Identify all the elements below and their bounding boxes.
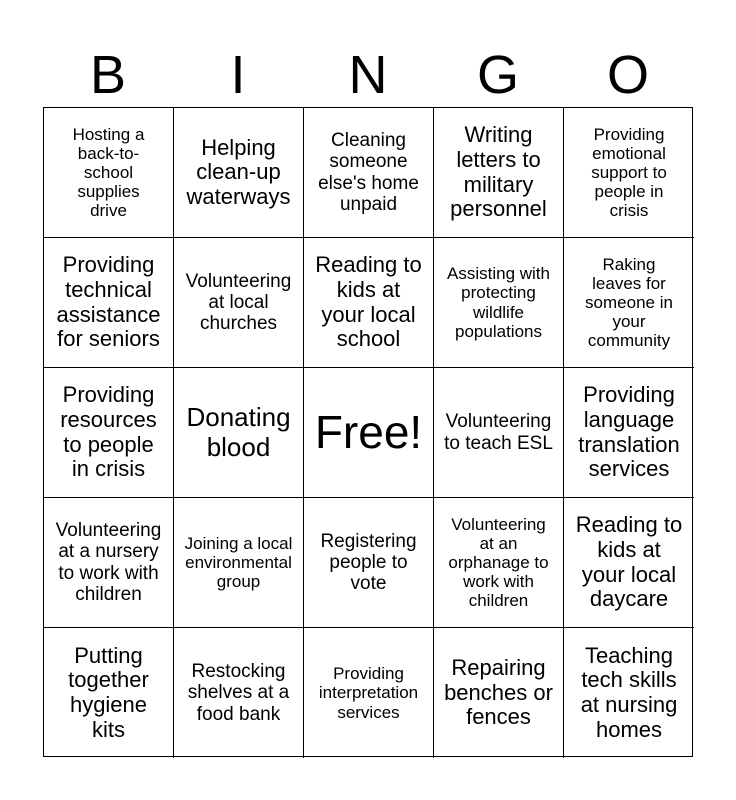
bingo-cell[interactable] [304,498,434,628]
bingo-cell-text: Writing letters to military personnel [450,122,547,222]
bingo-cell-text: Providing interpretation services [318,664,419,722]
bingo-cell[interactable] [174,108,304,238]
bingo-cell[interactable] [304,628,434,758]
bingo-cell-text: Cleaning someone else's home unpaid [318,129,419,215]
bingo-cell-text: Volunteering at local churches [185,270,292,335]
bingo-cell-text: Registering people to vote [320,530,417,595]
bingo-cell-text: Restocking shelves at a food bank [187,661,290,725]
bingo-cell-text: Providing technical assistance for seniors [56,252,161,352]
bingo-cell[interactable] [564,628,694,758]
bingo-cell-text: Providing language translation services [578,382,680,482]
bingo-cell-text: Joining a local environmental group [184,533,293,592]
bingo-cell[interactable] [434,238,564,368]
bingo-cell-text: Volunteering to teach ESL [444,411,553,454]
bingo-cell-text: Reading to kids at your local daycare [575,512,683,612]
bingo-cell[interactable] [564,108,694,238]
bingo-cell-text: Donating blood [186,402,291,462]
header-letter-n: N [348,45,388,105]
header-letter-i: I [230,45,246,105]
bingo-cell[interactable] [174,498,304,628]
bingo-cell[interactable] [564,498,694,628]
bingo-cell-text: Volunteering at a nursery to work with children [55,519,162,605]
header-letter-g: G [476,45,519,105]
bingo-cell[interactable] [304,108,434,238]
bingo-cell[interactable] [434,108,564,238]
bingo-cell[interactable] [174,238,304,368]
header-letter-o: O [606,45,649,105]
bingo-cell-text: Providing emotional support to people in crisis [591,124,667,221]
bingo-cell[interactable] [564,368,694,498]
bingo-cell[interactable] [44,628,174,758]
bingo-cell-text: Assisting with protecting wildlife populations [447,264,550,341]
bingo-cell-text: Reading to kids at your local school [315,252,422,352]
bingo-board [43,107,693,757]
bingo-cell[interactable] [174,628,304,758]
bingo-cell-text: Teaching tech skills at nursing homes [580,642,678,742]
bingo-cell-text: Raking leaves for someone in your community [585,254,673,351]
header-letter-b: B [89,45,127,105]
bingo-cell-text: Hosting a back-to-school supplies drive [72,124,145,221]
free-space-text: Free! [314,405,423,458]
bingo-header [43,44,693,106]
bingo-cell[interactable] [434,498,564,628]
bingo-cell[interactable] [44,108,174,238]
bingo-cell[interactable] [44,238,174,368]
bingo-cell-text: Providing resources to people in crisis [60,382,157,482]
bingo-cell[interactable] [44,368,174,498]
bingo-cell[interactable] [434,628,564,758]
bingo-cell-text: Helping clean-up waterways [186,134,291,209]
bingo-cell[interactable] [564,238,694,368]
bingo-cell[interactable] [434,368,564,498]
bingo-cell[interactable] [174,368,304,498]
bingo-cell-text: Volunteering at an orphanage to work with children [448,514,549,611]
bingo-cell-free[interactable] [304,368,434,498]
bingo-cell-text: Repairing benches or fences [444,655,553,730]
bingo-cell-text: Putting together hygiene kits [68,642,149,742]
bingo-cell[interactable] [44,498,174,628]
bingo-cell[interactable] [304,238,434,368]
